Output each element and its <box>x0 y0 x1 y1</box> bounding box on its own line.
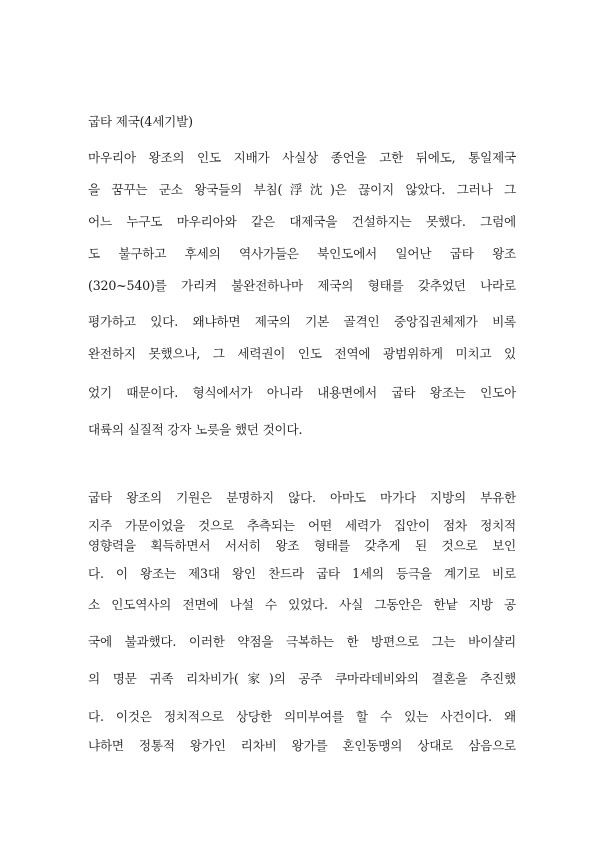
paragraph-1-line: 완전하지 못했으나, 그 세력권이 인도 전역에 광범위하게 미치고 있 <box>88 346 516 361</box>
paragraph-2-line: 다. 이것은 정치적으로 상당한 의미부여를 할 수 있는 사건이다. 왜 <box>88 709 516 724</box>
paragraph-2-line: 지주 가문이었을 것으로 추측되는 어떤 세력가 집안이 점차 정치적 <box>88 518 516 533</box>
paragraph-2-line: 국에 불과했다. 이러한 약점을 극복하는 한 방편으로 그는 바이샬리 <box>88 634 516 649</box>
paragraph-1-line: (320~540)를 가리켜 불완전하나마 제국의 형태를 갖추었던 나라로 <box>88 278 516 293</box>
paragraph-2-line: 굽타 왕조의 기원은 분명하지 않다. 아마도 마가다 지방의 부유한 <box>88 490 516 505</box>
paragraph-1-line: 도 불구하고 후세의 역사가들은 북인도에서 일어난 굽타 왕조 <box>88 246 516 261</box>
section-title: 굽타 제국(4세기발) <box>88 114 193 129</box>
paragraph-2-line: 영향력을 획득하면서 서서히 왕조 형태를 갖추게 된 것으로 보인 <box>88 538 516 553</box>
paragraph-1-line: 대륙의 실질적 강자 노릇을 했던 것이다. <box>88 422 303 437</box>
paragraph-1-line: 어느 누구도 마우리아와 같은 대제국을 건설하지는 못했다. 그럼에 <box>88 214 516 229</box>
paragraph-2-line: 의 명문 귀족 리차비가(家)의 공주 쿠마라데비와의 결혼을 추진했 <box>88 671 516 686</box>
paragraph-2-line: 냐하면 정통적 왕가인 리차비 왕가를 혼인동맹의 상대로 삼음으로 <box>88 738 516 753</box>
paragraph-1-line: 마우리아 왕조의 인도 지배가 사실상 종언을 고한 뒤에도, 통일제국 <box>88 150 516 165</box>
paragraph-1-line: 을 꿈꾸는 군소 왕국들의 부침(浮沈)은 끊이지 않았다. 그러나 그 <box>88 182 516 197</box>
paragraph-1-line: 었기 때문이다. 형식에서가 아니라 내용면에서 굽타 왕조는 인도아 <box>88 385 516 400</box>
paragraph-2-line: 다. 이 왕조는 제3대 왕인 찬드라 굽타 1세의 등극을 계기로 비로 <box>88 566 516 581</box>
paragraph-1-line: 평가하고 있다. 왜냐하면 제국의 기본 골격인 중앙집권체제가 비록 <box>88 314 516 329</box>
paragraph-2-line: 소 인도역사의 전면에 나설 수 있었다. 사실 그동안은 한낱 지방 공 <box>88 597 516 612</box>
